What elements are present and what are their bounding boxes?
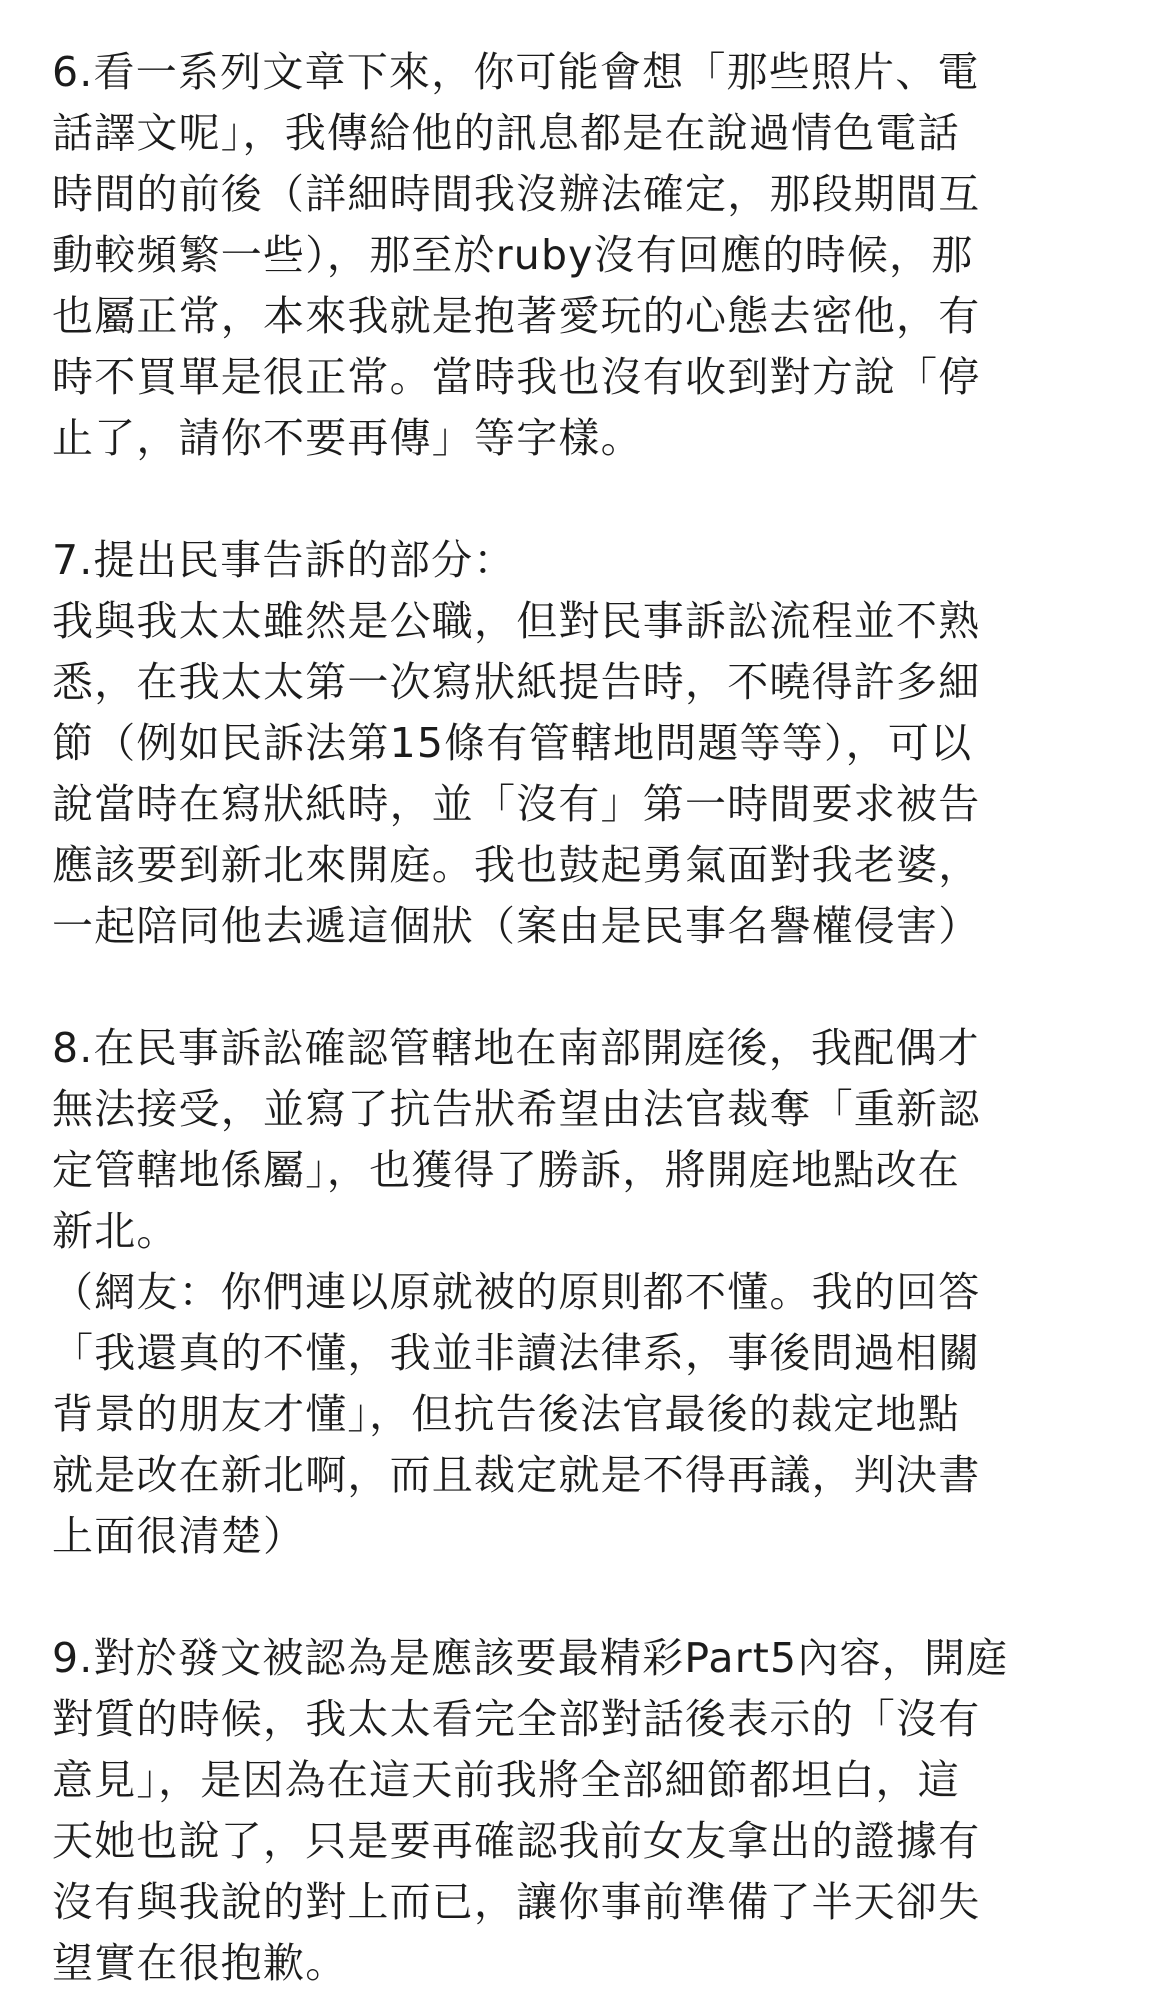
text-line: 9.對於發文被認為是應該要最精彩Part5內容，開庭 bbox=[52, 1634, 1009, 1682]
text-line: 背景的朋友才懂」，但抗告後法官最後的裁定地點 bbox=[52, 1390, 960, 1438]
paragraph-gap bbox=[52, 1567, 1132, 1628]
text-line: 悉，在我太太第一次寫狀紙提告時，不曉得許多細 bbox=[52, 658, 981, 706]
text-line: 我與我太太雖然是公職，但對民事訴訟流程並不熟 bbox=[52, 597, 981, 645]
text-line: 6.看一系列文章下來，你可能會想「那些照片、電 bbox=[52, 48, 980, 96]
text-line: 新北。 bbox=[52, 1207, 179, 1255]
paragraph-9 bbox=[52, 1628, 1132, 1994]
text-line: （網友：你們連以原就被的原則都不懂。我的回答 bbox=[52, 1268, 981, 1316]
text-line: 話譯文呢」，我傳給他的訊息都是在說過情色電話 bbox=[52, 109, 960, 157]
document-body bbox=[52, 42, 1132, 1994]
text-line: 止了，請你不要再傳」等字樣。 bbox=[52, 414, 643, 462]
section-heading: 7.提出民事告訴的部分： bbox=[52, 536, 516, 584]
text-line: 時不買單是很正常。當時我也沒有收到對方說「停 bbox=[52, 353, 981, 401]
text-line: 節（例如民訴法第15條有管轄地問題等等），可以 bbox=[52, 719, 973, 767]
text-line: 沒有與我說的對上而已，讓你事前準備了半天卻失 bbox=[52, 1878, 981, 1926]
text-line: 上面很清楚） bbox=[52, 1512, 306, 1560]
text-line: 應該要到新北來開庭。我也鼓起勇氣面對我老婆， bbox=[52, 841, 981, 889]
text-line: 「我還真的不懂，我並非讀法律系，事後問過相關 bbox=[52, 1329, 981, 1377]
text-line: 時間的前後（詳細時間我沒辦法確定，那段期間互 bbox=[52, 170, 981, 218]
text-line: 也屬正常，本來我就是抱著愛玩的心態去密他，有 bbox=[52, 292, 981, 340]
text-line: 意見」，是因為在這天前我將全部細節都坦白，這 bbox=[52, 1756, 960, 1804]
text-line: 說當時在寫狀紙時，並「沒有」第一時間要求被告 bbox=[52, 780, 981, 828]
paragraph-6 bbox=[52, 42, 1132, 469]
text-line: 就是改在新北啊，而且裁定就是不得再議，判決書 bbox=[52, 1451, 981, 1499]
paragraph-gap bbox=[52, 957, 1132, 1018]
text-line: 8.在民事訴訟確認管轄地在南部開庭後，我配偶才 bbox=[52, 1024, 980, 1072]
text-line: 望實在很抱歉。 bbox=[52, 1939, 348, 1987]
paragraph-8 bbox=[52, 1018, 1132, 1567]
text-line: 一起陪同他去遞這個狀（案由是民事名譽權侵害） bbox=[52, 902, 981, 950]
text-line: 天她也說了，只是要再確認我前女友拿出的證據有 bbox=[52, 1817, 981, 1865]
paragraph-gap bbox=[52, 469, 1132, 530]
text-line: 無法接受，並寫了抗告狀希望由法官裁奪「重新認 bbox=[52, 1085, 981, 1133]
text-line: 動較頻繁一些），那至於ruby沒有回應的時候，那 bbox=[52, 231, 974, 279]
text-line: 定管轄地係屬」，也獲得了勝訴，將開庭地點改在 bbox=[52, 1146, 960, 1194]
text-line: 對質的時候，我太太看完全部對話後表示的「沒有 bbox=[52, 1695, 981, 1743]
paragraph-7 bbox=[52, 530, 1132, 957]
